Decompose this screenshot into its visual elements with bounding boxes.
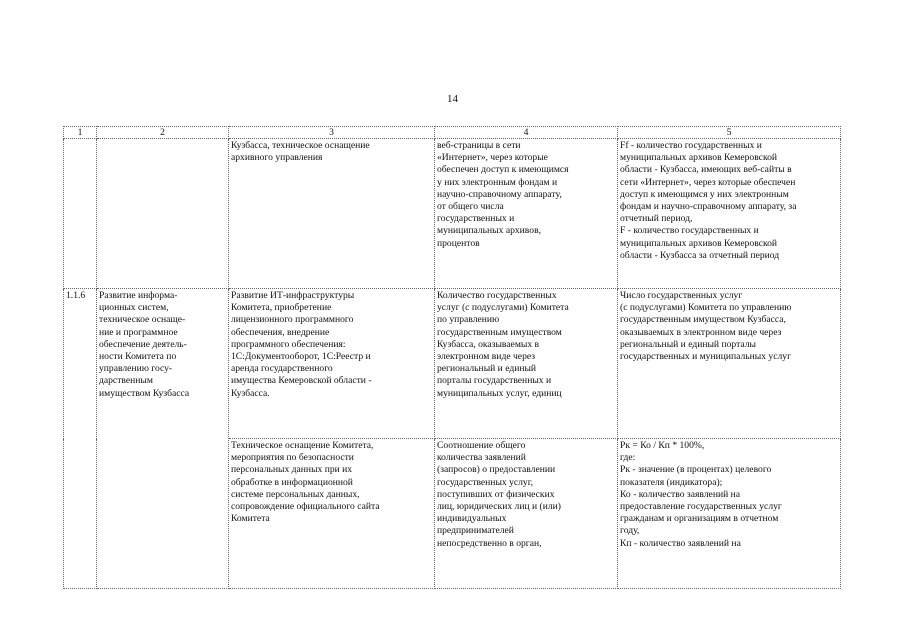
header-cell: 2 [97, 127, 229, 139]
event-description: Кузбасса, техническое оснащение архивного управления [229, 139, 435, 289]
row-number [64, 139, 97, 289]
row-number: 1.1.6 [64, 289, 97, 589]
program-table [63, 126, 841, 589]
table-row [64, 289, 841, 439]
measure-name: Развитие информа- ционных систем, техническое оснаще- ние и программное обеспечение деятель- ности Комитета по управлению госу- дарственным имуществом Кузбасса [97, 289, 229, 589]
formula-description: Ff - количество государственных и муниципальных архивов Кемеровской области - Кузбасса, имеющих веб-сайты в сети «Интернет», через которые обеспечен доступ к имеющимся у них электронным фондам и научно-справочному аппарату, за отчетный период, F - количество государственных и муниципальных архивов Кемеровской области - Кузбасса за отчетный период [618, 139, 841, 289]
page-number: 14 [447, 93, 458, 105]
header-cell: 4 [435, 127, 618, 139]
header-cell: 3 [229, 127, 435, 139]
header-cell: 1 [64, 127, 97, 139]
formula-description: Рк = Ко / Кп * 100%, где: Рк - значение (в процентах) целевого показателя (индикатора); Ко - количество заявлений на предоставление государственных услуг гражданам и организациям в отчетном году, Кп - количество заявлений на [618, 439, 841, 589]
indicator-description: Соотношение общего количества заявлений (запросов) о предоставлении государственных услуг, поступивших от физических лиц, юридических лиц и (или) индивидуальных предпринимателей непосредственно в орган, [435, 439, 618, 589]
event-description: Развитие ИТ-инфраструктуры Комитета, приобретение лицензионного программного обеспечения, внедрение программного обеспечения: 1С:Документооборот, 1С:Реестр и аренда государственного имущества Кемеровской области - Кузбасса. [229, 289, 435, 439]
formula-description: Число государственных услуг (с подуслугами) Комитета по управлению государственным имуществом Кузбасса, оказываемых в электронном виде через региональный и единый порталы государственных и муниципальных услуг [618, 289, 841, 439]
table-row [64, 139, 841, 289]
table-header-row [64, 127, 841, 139]
measure-name [97, 139, 229, 289]
indicator-description: веб-страницы в сети «Интернет», через которые обеспечен доступ к имеющимся у них электронным фондам и научно-справочному аппарату, от общего числа государственных и муниципальных архивов, процентов [435, 139, 618, 289]
header-cell: 5 [618, 127, 841, 139]
indicator-description: Количество государственных услуг (с подуслугами) Комитета по управлению государственным имуществом Кузбасса, оказываемых в электронном виде через региональный и единый порталы государственных и муниципальных услуг, единиц [435, 289, 618, 439]
event-description: Техническое оснащение Комитета, мероприятия по безопасности персональных данных при их обработке в информационной системе персональных данных, сопровождение официального сайта Комитета [229, 439, 435, 589]
